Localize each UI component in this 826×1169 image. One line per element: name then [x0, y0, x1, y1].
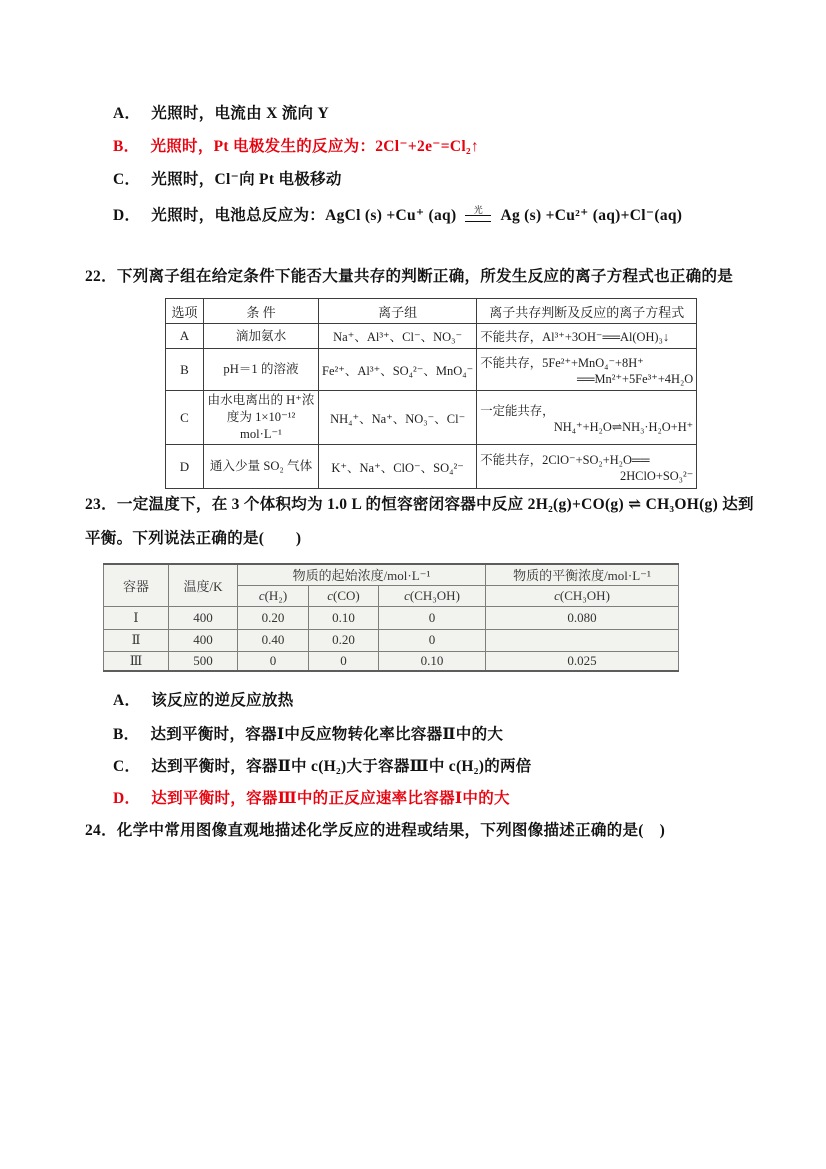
cell-temp: 400: [169, 606, 238, 629]
cell-temp: 500: [169, 651, 238, 671]
header-option: 选项: [166, 299, 204, 324]
cell-judgement: [477, 349, 697, 391]
cell-option: B: [166, 349, 204, 391]
option-text: 达到平衡时，容器Ⅱ中 c(H₂)大于容器Ⅲ中 c(H₂)的两倍: [151, 758, 532, 775]
concentration-symbol: c: [327, 587, 334, 603]
concentration-symbol: c: [554, 587, 560, 603]
cell-cCH3OH: 0.10: [379, 651, 486, 671]
equation-line: 2HClO+SO₃²⁻: [620, 468, 694, 483]
cell-vessel: Ⅰ: [104, 606, 169, 629]
concentration-symbol: c: [258, 587, 265, 603]
option-text: 达到平衡时，容器Ⅰ中反应物转化率比容器Ⅱ中的大: [150, 726, 504, 743]
option-label: A．: [113, 105, 141, 122]
formula: (H₂): [264, 587, 288, 603]
header-vessel: 容器: [104, 564, 169, 606]
cell-vessel: Ⅱ: [104, 629, 169, 651]
cell-cCO: 0.10: [309, 606, 379, 629]
option-label: C．: [113, 171, 141, 188]
option-text-post: Ag (s) +Cu²⁺ (aq)+Cl⁻(aq): [500, 207, 683, 224]
cell-ions: Fe²⁺、Al³⁺、SO₄²⁻、MnO₄⁻: [319, 349, 477, 391]
cell-eq-cCH3OH: [486, 629, 679, 651]
header-initial-concentration: 物质的起始浓度/mol·L⁻¹: [238, 564, 486, 585]
header-condition: 条 件: [204, 299, 319, 324]
q23-stem-line1: 23．一定温度下，在 3 个体积均为 1.0 L 的恒容密闭容器中反应 2H₂(g)+CO(g) ⇌ CH₃OH(g) 达到: [85, 496, 754, 513]
table-header-row: [166, 299, 697, 324]
cell-eq-cCH3OH: 0.080: [486, 606, 679, 629]
option-label: A．: [113, 692, 141, 709]
cell-ions: K⁺、Na⁺、ClO⁻、SO₄²⁻: [319, 445, 477, 489]
table-row-a: [166, 324, 697, 349]
equation-line: 不能共存，5Fe²⁺+MnO₄⁻+8H⁺: [480, 355, 644, 370]
cell-judgement: [477, 391, 697, 445]
q22-ion-table: [165, 298, 697, 489]
table-row-vessel-1: [104, 606, 679, 629]
subheader-cCO: [309, 585, 379, 606]
cell-vessel: Ⅲ: [104, 651, 169, 671]
q21-option-a: [113, 103, 329, 124]
subheader-cH2: [238, 585, 309, 606]
cell-temp: 400: [169, 629, 238, 651]
option-label: B．: [113, 138, 140, 155]
option-label: C．: [113, 758, 141, 775]
header-judgement: 离子共存判断及反应的离子方程式: [477, 299, 697, 324]
option-text: 光照时，Pt 电极发生的反应为：2Cl⁻+2e⁻=Cl₂↑: [150, 138, 479, 155]
cell-eq-cCH3OH: 0.025: [486, 651, 679, 671]
q21-option-b: [113, 136, 479, 157]
cell-condition: pH＝1 的溶液: [204, 349, 319, 391]
cell-cH2: 0.40: [238, 629, 309, 651]
formula: (CH₃OH): [409, 587, 460, 603]
header-equilibrium-concentration: 物质的平衡浓度/mol·L⁻¹: [486, 564, 679, 585]
q21-option-d: [113, 205, 682, 226]
option-text: 该反应的逆反应放热: [151, 692, 294, 709]
option-label: D．: [113, 790, 141, 807]
table-header-row: [104, 564, 679, 585]
cell-cCO: 0: [309, 651, 379, 671]
double-line: [465, 215, 491, 222]
table-row-b: [166, 349, 697, 391]
cell-judgement: [477, 324, 697, 349]
equation-line: NH₄⁺+H₂O⇌NH₃·H₂O+H⁺: [553, 419, 694, 434]
formula: (CO): [333, 587, 360, 603]
cell-condition: 通入少量 SO₂ 气体: [204, 445, 319, 489]
cell-condition: 由水电离出的 H⁺浓度为 1×10⁻¹² mol·L⁻¹: [204, 391, 319, 445]
q23-stem-line2: 平衡。下列说法正确的是( ): [85, 530, 302, 547]
cell-cH2: 0: [238, 651, 309, 671]
cell-option: D: [166, 445, 204, 489]
table-row-c: [166, 391, 697, 445]
subheader-cCH3OH: [379, 585, 486, 606]
q23-option-d: [113, 788, 510, 809]
formula: (CH₃OH): [559, 587, 610, 603]
option-text: 达到平衡时，容器Ⅲ中的正反应速率比容器Ⅰ中的大: [151, 790, 510, 807]
cell-cH2: 0.20: [238, 606, 309, 629]
option-label: B．: [113, 726, 140, 743]
option-text: 光照时，电流由 X 流向 Y: [151, 105, 330, 122]
cell-cCH3OH: 0: [379, 606, 486, 629]
table-row-vessel-2: [104, 629, 679, 651]
option-label: D．: [113, 207, 141, 224]
cell-cCO: 0.20: [309, 629, 379, 651]
cell-cCH3OH: 0: [379, 629, 486, 651]
table-row-d: [166, 445, 697, 489]
q23-equilibrium-table: [103, 563, 679, 672]
cell-ions: Na⁺、Al³⁺、Cl⁻、NO₃⁻: [319, 324, 477, 349]
cell-option: C: [166, 391, 204, 445]
header-ion-group: 离子组: [319, 299, 477, 324]
condition-text: 光: [473, 204, 484, 215]
q23-option-b: [113, 724, 503, 745]
q24-stem: 24．化学中常用图像直观地描述化学反应的进程或结果，下列图像描述正确的是( ): [85, 822, 666, 839]
option-text-pre: 光照时，电池总反应为：AgCl (s) +Cu⁺ (aq): [151, 207, 457, 224]
table-row-vessel-3: [104, 651, 679, 671]
q23-option-c: [113, 756, 532, 777]
header-temperature: 温度/K: [169, 564, 238, 606]
concentration-symbol: c: [404, 587, 410, 603]
cell-option: A: [166, 324, 204, 349]
q22-stem: 22．下列离子组在给定条件下能否大量共存的判断正确，所发生反应的离子方程式也正确的是: [85, 268, 734, 285]
equation-line: 不能共存，2ClO⁻+SO₂+H₂O══: [480, 452, 650, 467]
subheader-cCH3OH-eq: [486, 585, 679, 606]
cell-condition: 滴加氨水: [204, 324, 319, 349]
equation-line: 不能共存，Al³⁺+3OH⁻══Al(OH)₃↓: [480, 330, 670, 344]
q21-option-c: [113, 169, 342, 190]
q23-option-a: [113, 690, 294, 711]
equation-line: ══Mn²⁺+5Fe³⁺+4H₂O: [576, 371, 694, 386]
option-text: 光照时，Cl⁻向 Pt 电极移动: [151, 171, 342, 188]
equation-line: 一定能共存，: [480, 403, 555, 418]
light-condition-equals-icon: [465, 205, 491, 222]
cell-judgement: [477, 445, 697, 489]
cell-ions: NH₄⁺、Na⁺、NO₃⁻、Cl⁻: [319, 391, 477, 445]
